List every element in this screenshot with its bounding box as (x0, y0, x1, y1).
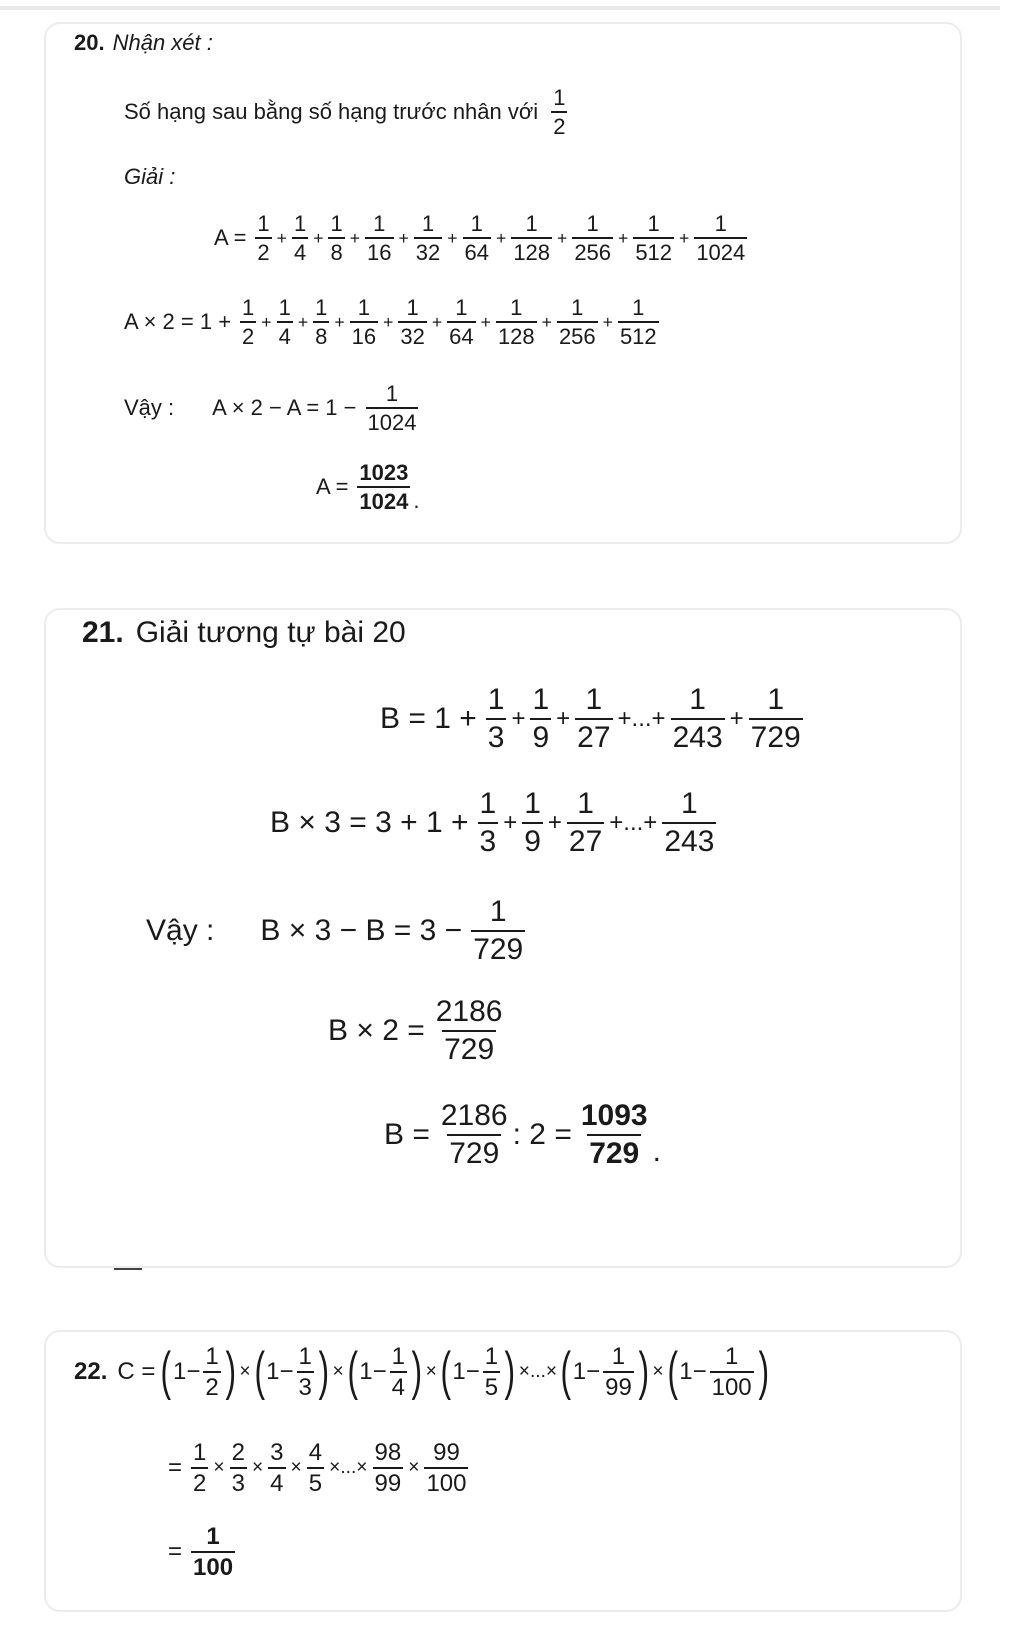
fraction: $\frac{1}{64}$ (464, 211, 490, 266)
fraction: $\frac{1}{2}$ (257, 211, 270, 266)
equation-label: B = 1 + (380, 701, 477, 735)
equation-a-times-2: A × 2 = 1 + $\frac{1}{2}$ + $\frac{1}{4}$ + $\frac{1}{8}$ + $\frac{1}{16}$ + $\frac{1}{32}$ + $\frac{1}{64}$ + $\frac{1}{128}$ + $\frac{1}{256}$ + $\frac{1}{512}$ (124, 295, 657, 350)
observation-line (124, 86, 570, 138)
fraction: $\frac{1}{64}$ (449, 295, 474, 350)
equation-label: A × 2 = 1 + (124, 309, 232, 335)
equation-label: C = (117, 1358, 156, 1386)
divider-mark (114, 1268, 142, 1270)
fraction: $\frac{1}{3}$ (479, 787, 497, 858)
fraction: $\frac{1}{1024}$ (696, 211, 746, 266)
period: . (413, 488, 420, 513)
ellipsis: ×...× (518, 1361, 558, 1383)
vay-label: Vậy : (146, 913, 215, 947)
fraction: $\frac{3}{4}$ (270, 1439, 284, 1498)
result-line (316, 460, 420, 514)
equation-b-times-3: B × 3 = 3 + 1 + $\frac{1}{3}$ + $\frac{1}{9}$ + $\frac{1}{27}$ +...+ $\frac{1}{243}$ (270, 787, 715, 858)
fraction: $\frac{1}{5}$ (484, 1343, 499, 1402)
fraction: $\frac{1}{128}$ (513, 211, 551, 266)
problem-number: 20. (74, 30, 105, 55)
fraction: $\frac{1}{9}$ (524, 787, 541, 858)
fraction: $\frac{2}{3}$ (231, 1439, 245, 1498)
fraction: $\frac{1}{3}$ (487, 683, 505, 754)
fraction: $\frac{1}{8}$ (315, 295, 328, 350)
problem-number: 21. (82, 616, 124, 649)
equation-b: B = 1 + $\frac{1}{3}$ + $\frac{1}{9}$ + $\frac{1}{27}$ +...+ $\frac{1}{243}$ + $\frac{1}{729}$ (380, 683, 801, 754)
observation-text: Số hạng sau bằng số hạng trước nhân với (124, 99, 539, 125)
fraction: $\frac{1}{4}$ (278, 295, 291, 350)
solve-label: Giải : (124, 164, 176, 189)
fraction: $\frac{1}{1024}$ (367, 381, 417, 436)
equals-sign: = (168, 1538, 183, 1566)
equation-label: A = (214, 225, 247, 251)
problem-21-card (44, 608, 962, 1268)
fraction: $\frac{4}{5}$ (308, 1439, 323, 1498)
problem-20-card (44, 22, 962, 544)
fraction: $\frac{1}{2}$ (242, 295, 255, 350)
vay-label: Vậy : (124, 395, 175, 421)
fraction: $\frac{1}{512}$ (619, 295, 657, 350)
ellipsis: ×...× (329, 1457, 368, 1479)
fraction: $\frac{1}{27}$ (568, 787, 603, 858)
fraction: $\frac{1}{16}$ (351, 295, 377, 350)
difference-expression: A × 2 − A = 1 − (212, 395, 357, 421)
problem-number: 22. (74, 1358, 108, 1386)
top-divider (0, 6, 1000, 10)
division-expression: : 2 = (512, 1117, 572, 1151)
problem-20-header (74, 30, 213, 56)
fraction: $\frac{1}{2}$ (553, 85, 566, 140)
fraction: $\frac{1}{99}$ (605, 1343, 632, 1402)
product-line: = $\frac{1}{2}$ × $\frac{2}{3}$ × $\frac{3}{4}$ × $\frac{4}{5}$ ×...× $\frac{98}{99}$ × $\frac{99}{100}$ (168, 1439, 467, 1498)
equation-a: A = $\frac{1}{2}$ + $\frac{1}{4}$ + $\frac{1}{8}$ + $\frac{1}{16}$ + $\frac{1}{32}$ + $\frac{1}{64}$ + $\frac{1}{128}$ + $\frac{1}{256}$ + $\frac{1}{512}$ + $\frac{1}{1024}$ (214, 211, 746, 266)
fraction: $\frac{1}{2}$ (205, 1343, 219, 1402)
fraction: $\frac{1}{9}$ (532, 683, 550, 754)
result-label: A = (316, 474, 349, 499)
fraction: $\frac{99}{100}$ (426, 1439, 467, 1498)
fraction: $\frac{1}{729}$ (750, 683, 801, 754)
difference-expression: B × 3 − B = 3 − (260, 913, 463, 947)
ellipsis: +...+ (609, 808, 658, 836)
equation-label: B × 3 = 3 + 1 + (270, 805, 469, 839)
fraction: $\frac{1}{256}$ (574, 211, 612, 266)
fraction: $\frac{1}{128}$ (497, 295, 535, 350)
fraction: $\frac{1}{256}$ (558, 295, 596, 350)
ellipsis: +...+ (617, 704, 666, 732)
fraction: $\frac{1}{4}$ (293, 211, 307, 266)
result-fraction: $\frac{1}{100}$ (193, 1523, 234, 1582)
fraction: $\frac{1}{8}$ (330, 211, 343, 266)
fraction: $\frac{1}{243}$ (672, 683, 723, 754)
fraction: $\frac{1}{2}$ (193, 1439, 207, 1498)
result-line (384, 1100, 661, 1169)
conclusion-line (146, 896, 528, 965)
equation-b-times-2 (328, 996, 508, 1065)
problem-heading: Nhận xét : (112, 30, 213, 55)
fraction: $\frac{1}{32}$ (415, 211, 441, 266)
problem-heading: Giải tương tự bài 20 (135, 616, 406, 649)
final-line (168, 1524, 238, 1580)
fraction: $\frac{2186}{729}$ (435, 995, 503, 1066)
fraction: $\frac{1}{4}$ (391, 1343, 405, 1402)
fraction: $\frac{1}{3}$ (298, 1343, 312, 1402)
conclusion-line (124, 382, 421, 434)
equation-label: B × 2 = (328, 1013, 425, 1047)
fraction: $\frac{2186}{729}$ (440, 1099, 508, 1170)
fraction: $\frac{1}{32}$ (400, 295, 425, 350)
period: . (652, 1134, 661, 1168)
problem-22-card (44, 1330, 962, 1612)
fraction: $\frac{98}{99}$ (374, 1439, 402, 1498)
fraction: $\frac{1}{729}$ (473, 895, 524, 966)
result-fraction: $\frac{1023}{1024}$ (359, 459, 409, 514)
problem-21-header (82, 616, 406, 650)
fraction: $\frac{1}{27}$ (577, 683, 611, 754)
equation-c: 22. C = ( 1− $\frac{1}{2}$ ) × ( 1− $\frac{1}{3}$ ) × ( 1− $\frac{1}{4}$ ) × ( 1− $\frac{1}{5}$ ) ×...× ( 1− $\frac{1}{99}$ ) × ( 1− $\frac{1}{100}$ ) (74, 1341, 769, 1402)
fraction: $\frac{1}{243}$ (664, 787, 715, 858)
result-fraction: $\frac{1093}{729}$ (580, 1099, 648, 1170)
fraction: $\frac{1}{16}$ (367, 211, 392, 266)
result-label: B = (384, 1117, 430, 1151)
equals-sign: = (168, 1454, 183, 1482)
fraction: $\frac{1}{100}$ (711, 1343, 752, 1402)
fraction: $\frac{1}{512}$ (635, 211, 673, 266)
